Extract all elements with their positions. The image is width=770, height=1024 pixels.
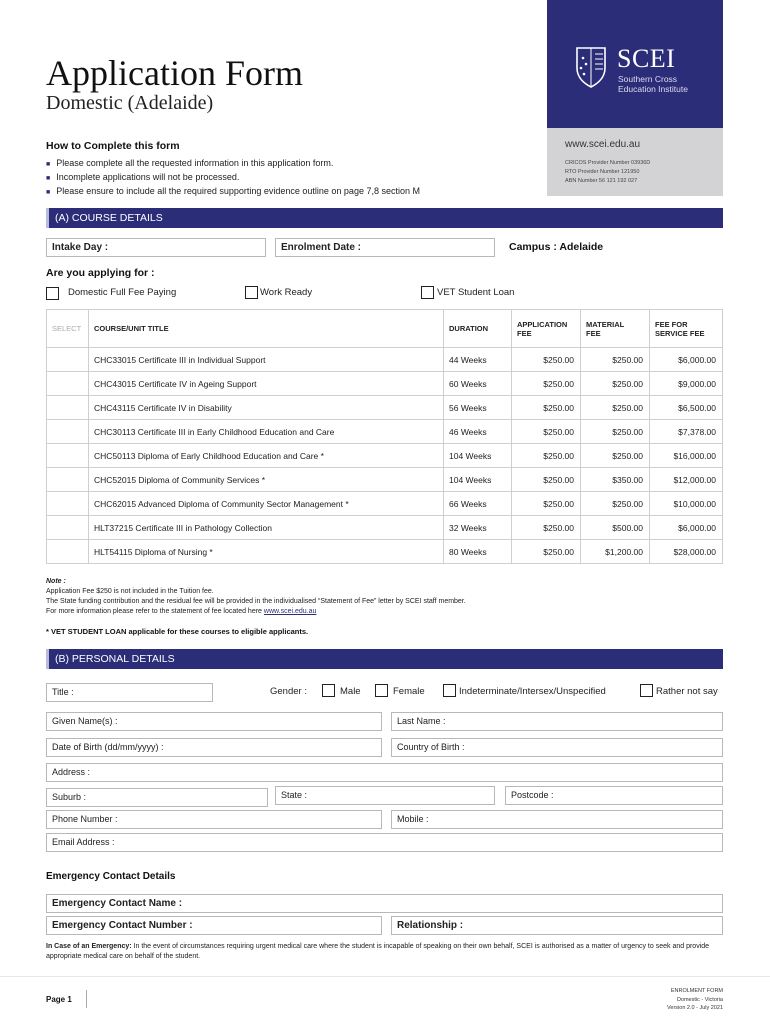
gender-male: Male	[340, 686, 361, 697]
application-fee: $250.00	[512, 396, 581, 420]
cricos-number: CRICOS Provider Number 03936D	[565, 160, 651, 166]
service-fee: $9,000.00	[650, 372, 723, 396]
section-accent	[46, 208, 49, 228]
gender-female: Female	[393, 686, 425, 697]
checkbox-female[interactable]	[375, 684, 388, 697]
page-title: Application Form	[46, 53, 303, 93]
phone-field[interactable]: Phone Number :	[46, 810, 382, 829]
table-row[interactable]	[47, 372, 723, 396]
page-subtitle: Domestic (Adelaide)	[46, 92, 214, 114]
table-row[interactable]	[47, 492, 723, 516]
checkbox-male[interactable]	[322, 684, 335, 697]
dob-field[interactable]: Date of Birth (dd/mm/yyyy) :	[46, 738, 382, 757]
course-header: COURSE/UNIT TITLE	[89, 310, 444, 348]
table-row[interactable]	[47, 348, 723, 372]
material-fee: $250.00	[581, 396, 650, 420]
list-item: ■ Please ensure to include all the required supporting evidence outline on page 7,8 section M	[46, 185, 420, 199]
duration: 104 Weeks	[444, 468, 512, 492]
application-fee: $250.00	[512, 372, 581, 396]
list-item: ■ Incomplete applications will not be processed.	[46, 171, 420, 185]
table-row[interactable]	[47, 540, 723, 564]
material-fee: $350.00	[581, 468, 650, 492]
given-name-field[interactable]: Given Name(s) :	[46, 712, 382, 731]
application-fee: $250.00	[512, 540, 581, 564]
service-fee: $12,000.00	[650, 468, 723, 492]
material-fee: $250.00	[581, 444, 650, 468]
table-header	[47, 310, 723, 348]
checkbox-intersex[interactable]	[443, 684, 456, 697]
state-field[interactable]: State :	[275, 786, 495, 805]
logo-subtitle: Southern Cross Education Institute	[618, 74, 688, 94]
material-fee: $1,200.00	[581, 540, 650, 564]
select-cell[interactable]	[47, 444, 89, 468]
application-fee: $250.00	[512, 348, 581, 372]
application-fee: $250.00	[512, 516, 581, 540]
course-title: CHC43015 Certificate IV in Ageing Support	[89, 372, 444, 396]
service-fee-header: FEE FOR SERVICE FEE	[650, 310, 723, 348]
app-fee-header: APPLICATION FEE	[512, 310, 581, 348]
select-header: SELECT	[47, 310, 89, 348]
table-row[interactable]	[47, 468, 723, 492]
duration: 104 Weeks	[444, 444, 512, 468]
emergency-note: In Case of an Emergency: In the event of circumstances requiring urgent medical care where the student is incapable of speaking on their own behalf, SCEI is authorised as a matter of urgency to seek and provide appropriate medical care on behalf of the student.	[46, 943, 710, 960]
select-cell[interactable]	[47, 468, 89, 492]
emergency-name-field[interactable]: Emergency Contact Name :	[46, 894, 723, 913]
emergency-heading: Emergency Contact Details	[46, 871, 176, 882]
material-fee: $250.00	[581, 492, 650, 516]
duration: 80 Weeks	[444, 540, 512, 564]
select-cell[interactable]	[47, 492, 89, 516]
material-fee: $250.00	[581, 420, 650, 444]
material-fee: $500.00	[581, 516, 650, 540]
checkbox-work-ready[interactable]	[245, 286, 258, 299]
course-title: CHC33015 Certificate III in Individual Support	[89, 348, 444, 372]
shield-logo-icon	[575, 46, 607, 88]
table-row[interactable]	[47, 396, 723, 420]
application-fee: $250.00	[512, 468, 581, 492]
list-item: ■ Please complete all the requested information in this application form.	[46, 157, 420, 171]
checkbox-domestic[interactable]	[46, 287, 59, 300]
course-title: CHC50113 Diploma of Early Childhood Education and Care *	[89, 444, 444, 468]
applying-question: Are you applying for :	[46, 267, 155, 279]
application-fee: $250.00	[512, 420, 581, 444]
section-b-header: (B) PERSONAL DETAILS	[46, 649, 723, 669]
duration: 60 Weeks	[444, 372, 512, 396]
footer-separator	[86, 990, 87, 1008]
last-name-field[interactable]: Last Name :	[391, 712, 723, 731]
table-row[interactable]	[47, 420, 723, 444]
page-number: Page 1	[46, 995, 72, 1004]
email-field[interactable]: Email Address :	[46, 833, 723, 852]
title-field[interactable]: Title :	[46, 683, 213, 702]
service-fee: $7,378.00	[650, 420, 723, 444]
relationship-field[interactable]: Relationship :	[391, 916, 723, 935]
duration: 32 Weeks	[444, 516, 512, 540]
duration: 56 Weeks	[444, 396, 512, 420]
select-cell[interactable]	[47, 348, 89, 372]
service-fee: $16,000.00	[650, 444, 723, 468]
gender-intersex: Indeterminate/Intersex/Unspecified	[459, 686, 606, 697]
course-title: CHC43115 Certificate IV in Disability	[89, 396, 444, 420]
service-fee: $10,000.00	[650, 492, 723, 516]
material-fee: $250.00	[581, 372, 650, 396]
address-field[interactable]: Address :	[46, 763, 723, 782]
howto-heading: How to Complete this form	[46, 140, 180, 152]
select-cell[interactable]	[47, 420, 89, 444]
course-table	[46, 309, 723, 564]
postcode-field[interactable]: Postcode :	[505, 786, 723, 805]
course-title: CHC30113 Certificate III in Early Childhood Education and Care	[89, 420, 444, 444]
course-title: CHC52015 Diploma of Community Services *	[89, 468, 444, 492]
duration: 66 Weeks	[444, 492, 512, 516]
checkbox-vet-loan[interactable]	[421, 286, 434, 299]
section-accent	[46, 649, 49, 669]
application-fee: $250.00	[512, 492, 581, 516]
logo-name: SCEI	[617, 44, 676, 73]
application-fee: $250.00	[512, 444, 581, 468]
footer-divider	[0, 976, 770, 977]
select-cell[interactable]	[47, 372, 89, 396]
select-cell[interactable]	[47, 516, 89, 540]
service-fee: $6,000.00	[650, 516, 723, 540]
website-link[interactable]: www.scei.edu.au	[565, 139, 641, 150]
course-title: HLT54115 Diploma of Nursing *	[89, 540, 444, 564]
table-row[interactable]	[47, 516, 723, 540]
option-domestic: Domestic Full Fee Paying	[68, 287, 177, 298]
campus-label: Campus : Adelaide	[509, 241, 604, 253]
statement-fee-link[interactable]: www.scei.edu.au	[263, 608, 317, 615]
gender-rather-not-say: Rather not say	[656, 686, 718, 697]
section-a-header: (A) COURSE DETAILS	[46, 208, 723, 228]
emergency-number-field[interactable]: Emergency Contact Number :	[46, 916, 382, 935]
abn-number: ABN Number 56 121 192 027	[565, 178, 638, 184]
howto-list	[46, 157, 420, 199]
option-vet-loan: VET Student Loan	[437, 287, 515, 298]
vsl-note: * VET STUDENT LOAN applicable for these courses to eligible applicants.	[46, 627, 309, 636]
gender-label: Gender :	[270, 686, 307, 697]
material-fee: $250.00	[581, 348, 650, 372]
duration: 44 Weeks	[444, 348, 512, 372]
country-field[interactable]: Country of Birth :	[391, 738, 723, 757]
rto-number: RTO Provider Number 121950	[565, 169, 640, 175]
footer-version: ENROLMENT FORM Domestic - Victoria Version 2.0 - July 2021	[667, 988, 723, 1011]
service-fee: $6,000.00	[650, 348, 723, 372]
mat-fee-header: MATERIAL FEE	[581, 310, 650, 348]
checkbox-rather-not-say[interactable]	[640, 684, 653, 697]
select-cell[interactable]	[47, 396, 89, 420]
intake-day-field[interactable]: Intake Day :	[46, 238, 266, 257]
course-title: CHC62015 Advanced Diploma of Community Sector Management *	[89, 492, 444, 516]
table-row[interactable]	[47, 444, 723, 468]
mobile-field[interactable]: Mobile :	[391, 810, 723, 829]
option-work-ready: Work Ready	[260, 287, 313, 298]
service-fee: $28,000.00	[650, 540, 723, 564]
course-title: HLT37215 Certificate III in Pathology Collection	[89, 516, 444, 540]
service-fee: $6,500.00	[650, 396, 723, 420]
duration-header: DURATION	[444, 310, 512, 348]
fee-note: Note : Application Fee $250 is not included in the Tuition fee. The State funding contribution and the residual fee will be provided in the individualised “Statement of Fee” letter by SCEI staff member. For more information please refer to the statement of fee located here www.scei.edu.au	[46, 578, 466, 615]
duration: 46 Weeks	[444, 420, 512, 444]
enrolment-date-field[interactable]: Enrolment Date :	[275, 238, 495, 257]
select-cell[interactable]	[47, 540, 89, 564]
suburb-field[interactable]: Suburb :	[46, 788, 268, 807]
